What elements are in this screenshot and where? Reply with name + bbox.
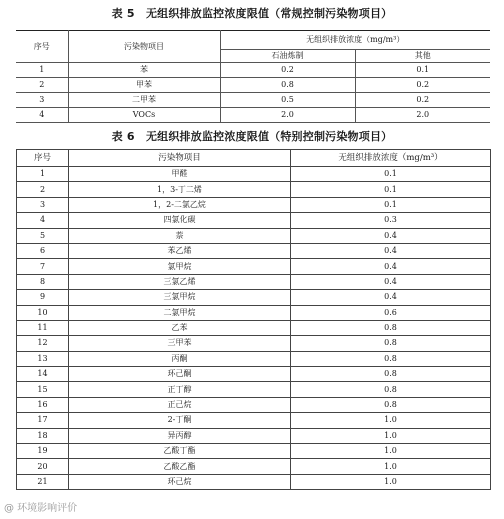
table5-cell-name: 二甲苯: [68, 93, 220, 108]
table5-header-no: 序号: [16, 31, 68, 63]
table5-cell-other: 2.0: [355, 108, 490, 123]
table6-row: [17, 413, 491, 428]
table6-cell-no: 2: [17, 182, 69, 197]
table6-cell-name: 三氯甲烷: [69, 290, 291, 305]
table6-header-no: 序号: [17, 150, 69, 167]
table6-cell-value: 1.0: [291, 413, 491, 428]
table5-row: [16, 93, 490, 108]
table6-cell-no: 10: [17, 305, 69, 320]
table6-cell-value: 0.1: [291, 167, 491, 182]
table6-row: [17, 228, 491, 243]
table5-cell-no: 2: [16, 78, 68, 93]
table6-cell-name: 二氯甲烷: [69, 305, 291, 320]
table6-cell-no: 18: [17, 428, 69, 443]
table6-cell-value: 0.1: [291, 182, 491, 197]
table6-row: [17, 213, 491, 228]
table6-cell-no: 12: [17, 336, 69, 351]
table6-cell-value: 0.8: [291, 336, 491, 351]
table6-cell-name: 苯乙烯: [69, 243, 291, 258]
table6-cell-no: 19: [17, 444, 69, 459]
table6-cell-name: 甲醛: [69, 167, 291, 182]
watermark: @ 环境影响评价: [4, 503, 78, 514]
table6-row: [17, 197, 491, 212]
table5-title: 表 5 无组织排放监控浓度限值（常规控制污染物项目）: [111, 7, 393, 20]
table6-cell-name: 乙苯: [69, 320, 291, 335]
table6-cell-value: 0.3: [291, 213, 491, 228]
table6-cell-name: 三甲苯: [69, 336, 291, 351]
table6-row: [17, 167, 491, 182]
table6-cell-name: 异丙醇: [69, 428, 291, 443]
table6-row: [17, 459, 491, 474]
table6-cell-no: 15: [17, 382, 69, 397]
table6-row: [17, 397, 491, 412]
table6-cell-name: 正丁醇: [69, 382, 291, 397]
table6-header-pollutant: 污染物项目: [69, 150, 291, 167]
table5-cell-no: 4: [16, 108, 68, 123]
table6-cell-no: 3: [17, 197, 69, 212]
table6-cell-value: 0.1: [291, 197, 491, 212]
table6-cell-name: 四氯化碳: [69, 213, 291, 228]
table6-cell-no: 16: [17, 397, 69, 412]
table6-row: [17, 474, 491, 489]
table6-cell-no: 6: [17, 243, 69, 258]
table6-row: [17, 367, 491, 382]
table6-cell-name: 2-丁酮: [69, 413, 291, 428]
table6-cell-name: 萘: [69, 228, 291, 243]
table6-cell-value: 1.0: [291, 474, 491, 489]
table6-cell-value: 0.6: [291, 305, 491, 320]
table6-cell-no: 13: [17, 351, 69, 366]
table6-cell-no: 4: [17, 213, 69, 228]
table6-cell-name: 乙酸乙酯: [69, 459, 291, 474]
table6-cell-no: 20: [17, 459, 69, 474]
table6-cell-value: 0.8: [291, 351, 491, 366]
table6-row: [17, 320, 491, 335]
table6-cell-value: 0.4: [291, 274, 491, 289]
table6-cell-no: 7: [17, 259, 69, 274]
table5-header-refinery: 石油炼制: [220, 50, 355, 63]
table6: [16, 149, 491, 490]
table5-cell-other: 0.1: [355, 63, 490, 78]
table5-row: [16, 63, 490, 78]
table6-cell-value: 0.4: [291, 228, 491, 243]
table5-cell-name: 甲苯: [68, 78, 220, 93]
table5-header-limit: 无组织排放浓度（mg/m³）: [220, 31, 490, 50]
table6-cell-no: 21: [17, 474, 69, 489]
table6-cell-value: 1.0: [291, 444, 491, 459]
table6-cell-value: 0.8: [291, 367, 491, 382]
table5-row: [16, 78, 490, 93]
table6-cell-name: 环己酮: [69, 367, 291, 382]
table6-cell-name: 乙酸丁酯: [69, 444, 291, 459]
table6-row: [17, 305, 491, 320]
table6-cell-value: 0.4: [291, 290, 491, 305]
table5-cell-refinery: 0.5: [220, 93, 355, 108]
table6-row: [17, 274, 491, 289]
table5-row: [16, 108, 490, 123]
table6-row: [17, 444, 491, 459]
table6-row: [17, 290, 491, 305]
table6-cell-value: 0.4: [291, 259, 491, 274]
table5-cell-other: 0.2: [355, 93, 490, 108]
table6-cell-name: 丙酮: [69, 351, 291, 366]
table6-row: [17, 243, 491, 258]
table6-cell-value: 0.8: [291, 397, 491, 412]
table6-cell-no: 8: [17, 274, 69, 289]
table5-cell-other: 0.2: [355, 78, 490, 93]
table6-cell-value: 1.0: [291, 428, 491, 443]
table5: [16, 30, 490, 123]
table6-cell-no: 5: [17, 228, 69, 243]
table6-cell-no: 14: [17, 367, 69, 382]
table5-cell-refinery: 0.2: [220, 63, 355, 78]
table5-cell-refinery: 0.8: [220, 78, 355, 93]
table6-title: 表 6 无组织排放监控浓度限值（特别控制污染物项目）: [111, 130, 393, 143]
table6-cell-no: 11: [17, 320, 69, 335]
table6-row: [17, 382, 491, 397]
table6-header-limit: 无组织排放浓度（mg/m³）: [291, 150, 491, 167]
table6-row: [17, 428, 491, 443]
table6-cell-value: 1.0: [291, 459, 491, 474]
table6-cell-name: 正己烷: [69, 397, 291, 412]
table6-row: [17, 259, 491, 274]
table6-row: [17, 336, 491, 351]
table5-cell-refinery: 2.0: [220, 108, 355, 123]
table6-row: [17, 351, 491, 366]
table6-cell-name: 氯甲烷: [69, 259, 291, 274]
table6-cell-name: 三氯乙烯: [69, 274, 291, 289]
table5-header-other: 其他: [355, 50, 490, 63]
table5-header-pollutant: 污染物项目: [68, 31, 220, 63]
table5-cell-no: 1: [16, 63, 68, 78]
table6-cell-no: 9: [17, 290, 69, 305]
table6-cell-name: 环己烷: [69, 474, 291, 489]
table5-cell-name: VOCs: [68, 108, 220, 123]
table6-row: [17, 182, 491, 197]
table6-cell-value: 0.8: [291, 382, 491, 397]
table6-cell-name: 1，3-丁二烯: [69, 182, 291, 197]
table5-cell-name: 苯: [68, 63, 220, 78]
table6-cell-value: 0.8: [291, 320, 491, 335]
table6-cell-value: 0.4: [291, 243, 491, 258]
table6-cell-name: 1，2-二氯乙烷: [69, 197, 291, 212]
table6-cell-no: 17: [17, 413, 69, 428]
table5-cell-no: 3: [16, 93, 68, 108]
table6-cell-no: 1: [17, 167, 69, 182]
